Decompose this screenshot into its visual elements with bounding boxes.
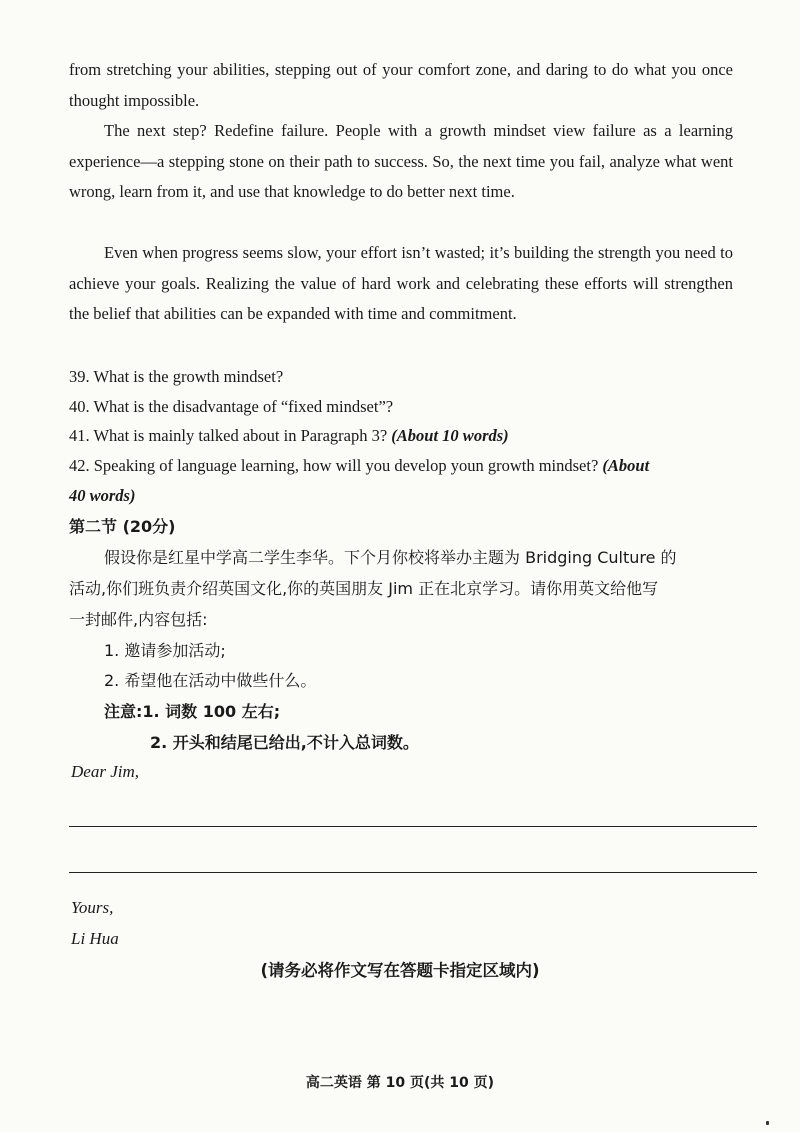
question-41 xyxy=(69,421,509,451)
section-2-heading: 第二节 (20分) xyxy=(69,517,176,536)
question-40: 40. What is the disadvantage of “fixed mindset”? xyxy=(69,397,394,416)
scan-speck xyxy=(766,1121,769,1125)
letter-greeting: Dear Jim, xyxy=(71,762,139,781)
task-line-2: 活动,你们班负责介绍英国文化,你的英国朋友 Jim 正在北京学习。请你用英文给他写 xyxy=(69,579,659,598)
letter-signature: Li Hua xyxy=(71,929,119,948)
writing-line-1 xyxy=(69,826,757,827)
question-41-word-limit: (About 10 words) xyxy=(391,426,509,445)
task-line-3: 一封邮件,内容包括: xyxy=(69,610,208,629)
task-item-1: 1. 邀请参加活动; xyxy=(104,641,226,660)
writing-line-2 xyxy=(69,872,757,873)
task-note-2: 2. 开头和结尾已给出,不计入总词数。 xyxy=(150,733,419,752)
page-footer: 高二英语 第 10 页(共 10 页) xyxy=(305,1075,495,1091)
passage-paragraph-2: The next step? Redefine failure. People with a growth mindset view failure as a learning experience—a stepping stone on their path to success. So, the next time you fail, analyze what went wrong, learn from it, and use that knowledge to do better next time. xyxy=(69,121,733,201)
answer-card-instruction: (请务必将作文写在答题卡指定区域内) xyxy=(260,961,540,980)
task-item-2: 2. 希望他在活动中做些什么。 xyxy=(104,671,317,690)
passage-paragraph-3: Even when progress seems slow, your effort isn’t wasted; it’s building the strength you need to achieve your goals. Realizing the value of hard work and celebrating these efforts will strengthen the belief that abilities can be expanded with time and commitment. xyxy=(69,243,733,323)
question-42 xyxy=(69,451,649,481)
question-41-text: 41. What is mainly talked about in Paragraph 3? xyxy=(69,426,392,445)
question-42-word-limit-b: 40 words) xyxy=(69,486,136,505)
question-39: 39. What is the growth mindset? xyxy=(69,367,284,386)
task-note-1: 注意:1. 词数 100 左右; xyxy=(104,702,281,721)
question-42-text: 42. Speaking of language learning, how will you develop youn growth mindset? xyxy=(69,456,603,475)
task-line-1: 假设你是红星中学高二学生李华。下个月你校将举办主题为 Bridging Culture 的 xyxy=(104,548,677,567)
letter-closing: Yours, xyxy=(71,898,114,917)
question-42-word-limit-a: (About xyxy=(602,456,650,475)
passage-paragraph-1-continued: from stretching your abilities, stepping out of your comfort zone, and daring to do what you once thought impossible. xyxy=(69,60,733,110)
